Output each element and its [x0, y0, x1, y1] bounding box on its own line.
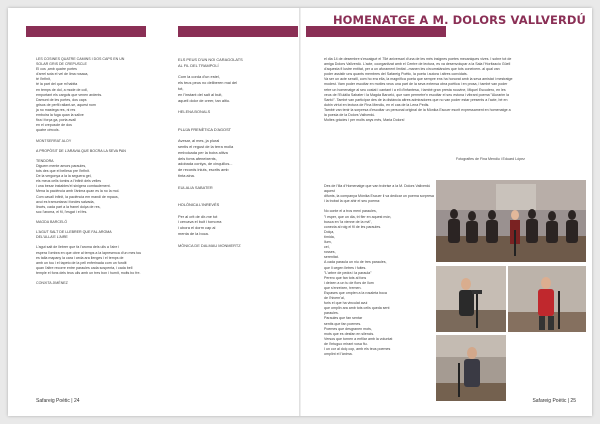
- text-line: ELS PEUS D'UN NOI CARAGOLATS: [178, 57, 243, 62]
- right-page-footer: Safareig Poètic | 25: [532, 398, 576, 404]
- text-line: dubin virtut en lectura de Fina Mendiu, en el cas de la Lena Pedis.: [324, 102, 430, 107]
- text-line: espera l'ombra en que obre al temps a la lapresenca d'un mes tou: [36, 250, 142, 255]
- author-name: HELENA BONALS: [178, 109, 211, 115]
- text-line: emboira la fuga quan la salive: [36, 113, 84, 118]
- text-line: També van tenir la sorpresa d'escoltar un personal original de la Mònika Escuer escrit expressament en homenatge a: [324, 107, 511, 112]
- text-line: lincès, cada part a la franel dolça de res,: [36, 204, 101, 209]
- text-line: en temps de dol, a mode de coll,: [36, 87, 88, 92]
- text-line: poder assistir uns quants membres del Safareig Poètic, la poeta i autora i altres convidats.: [324, 72, 468, 77]
- text-line: quatre cèrcols.: [36, 128, 60, 133]
- text-line: dels foms afeneixents,: [178, 155, 217, 161]
- text-line: Moltes gràcies i per molts anys més, Maria Dolors!: [324, 118, 405, 123]
- text-line: i la trobat la que ahir el seu poema:: [324, 199, 381, 204]
- text-line: aquell dolor de creer, tan altiu.: [178, 97, 231, 103]
- poems-column-2: [178, 57, 288, 248]
- text-line: furis el que ha vinculat avui: [324, 301, 368, 306]
- left-page-footer: Safareig Poètic | 24: [36, 398, 80, 404]
- author-name: EULALIA SABATER: [178, 184, 213, 190]
- text-line: "L'arbre de pedra i la paraula": [324, 270, 372, 275]
- group-of-poets-reading-photo: [436, 180, 586, 262]
- text-line: que s'enreixen, tremen.: [324, 285, 362, 290]
- text-line: temple el fons dels teus ulls amb un tres bon i humit, molts bo fre.: [36, 270, 141, 275]
- author-name: MAGDA BARCELÓ: [36, 220, 68, 224]
- text-line: conecta al roig el fil de les paraules.: [324, 224, 382, 229]
- text-line: I un cor al dolç cop, amb els teus poemes: [324, 347, 391, 351]
- text-line: modest. Vam poder escoltar en motles veus una part de la seva extensa obra poètica i en prosa, i també van poder: [324, 82, 508, 87]
- text-line: ja no mastega res, ni res: [36, 107, 76, 112]
- text-line: difunts, la companya Mònika Escuer li va dedicar un poema sorpresa: [324, 194, 434, 199]
- magazine-spread: [8, 8, 592, 416]
- text-line: de records iniuts, escrits amb: [178, 167, 229, 173]
- text-line: embolcada per la boira altiva: [178, 149, 228, 155]
- poet-reading-microphone-photo: [436, 335, 506, 401]
- text-line: Dolça,: [324, 229, 335, 234]
- text-line: Perero que fan tots al fons: [324, 275, 367, 280]
- text-line: A cada paraula un niu de tres paraules,: [324, 260, 387, 265]
- text-line: que li cegen lletres i fuites.: [324, 265, 367, 270]
- text-line: Mena la paciència amb l'ànima quan es la no la mol.: [36, 189, 120, 194]
- text-line: d'arrel sota el vel de lima rosaca,: [36, 72, 89, 77]
- poem-heading: PLUJA FRENÈTICA D'AGOST: [178, 126, 232, 132]
- text-line: No conte el a tros meni paraules,: [324, 209, 377, 214]
- text-line: Versos que tornen a enfilar amb la voluntat: [324, 336, 393, 341]
- text-line: Damunt de les portes, dos caps: [36, 97, 87, 102]
- text-line: Espases que omplen a la rosaleta boca: [324, 290, 387, 295]
- page-title: HOMENATGE A M. DOLORS VALLVERDÚ: [332, 13, 586, 27]
- text-line: té la part del que m'habita: [36, 82, 78, 87]
- text-line: emportant els cargols que venen ardents.: [36, 92, 103, 97]
- text-line: de l'hivern'al,: [324, 296, 345, 301]
- text-line: rosses,: [324, 250, 336, 255]
- text-line: SOLAR GRIS DE CREPUSCLE: [36, 62, 87, 67]
- tribute-poem: [324, 184, 434, 357]
- text-line: que omplin ara amb tots celis queda sent: [324, 306, 390, 311]
- author-name: CONXITA JIMÉNEZ: [36, 281, 68, 286]
- text-line: els meus cells tombs a l'infinit dels velles: [36, 179, 101, 184]
- text-line: Per al crit de dir-me tot: [178, 213, 218, 219]
- text-line: el dia 14 de desembre s'escaigué el 75è aniversari d'una de les més insignes poetes mecaniques vives. I sobre tot de: [324, 57, 512, 61]
- text-line: El cos ,amb quatre portes: [36, 67, 77, 72]
- text-line: "i esper, que un dia, tri fler en aquest mòn,: [324, 214, 392, 219]
- text-line: LES COSINES QUATRE CAMINS I DOS CAPS EN UN: [36, 57, 125, 61]
- text-line: amiga Dolors Vallverdú. L'acte, coorganitzat amb el Centre de lectura, es va desenvolupar a la Sala l'Horitzacio Güell: [324, 62, 511, 67]
- poems-column-1: [36, 57, 160, 286]
- text-line: té l'infinit,: [36, 77, 51, 82]
- text-line: adobada contya, de cinquillos...: [178, 161, 233, 167]
- text-line: Santó". També van participar des de la distància altres admiradores que no van poder estar presents a l'acte, bé en: [324, 97, 508, 102]
- author-name: MONTSERRAT ALOY: [36, 138, 72, 143]
- middle-header-bar: [178, 26, 298, 37]
- poem-heading: A PROPÒSIT DE L'ARAVIA QUE BOCRA LA SEVA PAN: [36, 148, 126, 153]
- text-line: serenitat.: [324, 255, 339, 260]
- woman-in-red-reading-photo: [508, 266, 586, 332]
- text-line: tímida,: [324, 234, 335, 239]
- text-line: es talla mapany la cara i ceda ara llenges i el temps de: [36, 255, 124, 260]
- poem-heading: TENDORA: [36, 158, 54, 163]
- text-line: d'aquesta fi lustre entitat, per a un aforament limitat –manen les circumstàncies que tots coneixem- al qual van: [324, 67, 500, 72]
- poet-reading-at-lectern-photo: [436, 266, 506, 332]
- right-header-bar: [306, 26, 446, 37]
- text-line: De la vergonya a la la seguera gel,: [36, 174, 92, 179]
- text-line: sentis el regust de la terra molla: [178, 143, 234, 149]
- poem-heading: DEL'ULLA'E L'AIRE: [36, 235, 68, 240]
- author-name: MÒNICA DE DALMAU MONMERTZ: [178, 242, 241, 248]
- text-line: la poesia de la Dolors Vallverdú.: [324, 113, 376, 118]
- text-line: Com la corda d'un estel,: [178, 74, 220, 80]
- text-line: quan l'altre recorre entre paraules cada sospenta, i cada bell: [36, 265, 133, 270]
- text-line: sentis que fan poemes.: [324, 321, 362, 326]
- text-line: tinta aina.: [178, 172, 195, 178]
- text-line: i una besar instables'el sinigera comtaulement.: [36, 184, 111, 189]
- text-line: menta de la boca.: [178, 230, 209, 236]
- text-line: avui es tramuntana i fondes salvada,: [36, 199, 95, 204]
- text-line: llum,: [324, 240, 332, 245]
- text-line: de l'intuguo mirant vosa fiu.: [324, 341, 368, 346]
- left-header-bar: [26, 26, 146, 37]
- text-line: en el crepuscle de dos: [36, 123, 72, 128]
- poem-heading: HOLÒNICA L'INREVÉS: [178, 201, 220, 207]
- text-line: i cercava el buit i tomorra: [178, 219, 222, 225]
- text-line: L'agut salt de llebrer que fa l'aroma dels ulls a l'aire i: [36, 245, 120, 250]
- text-line: soc l'aroma, el fil, l'esgat i el fes.: [36, 209, 88, 214]
- photo-caption: Fotografies de Fina Mendiu i Eduard López: [456, 157, 525, 161]
- text-line: grisos de perfil rallant-se, aquest nom: [36, 102, 96, 107]
- text-line: amb un tou i el tapeto de la pell enferinada com un fundit: [36, 260, 127, 265]
- text-line: omplint el l'ànima.: [324, 352, 353, 357]
- text-line: Diguem mente amors paraules,: [36, 163, 87, 168]
- page-gutter: [299, 8, 301, 416]
- text-line: fixa i força ga, porta avall: [36, 118, 76, 123]
- text-line: veus de l'Eulàlia Sabater i la Magda Barceló, que vam permetre'n escoltar el seu estona i vibrant poema "Alurarim la: [324, 92, 510, 97]
- text-line: Paraules que fan sentar: [324, 316, 363, 321]
- text-line: Avesar, al mes, ja plural: [178, 138, 220, 144]
- text-line: tots des que el bellesa pre l'infinit.: [36, 169, 90, 174]
- text-line: retre un homenatge al seu costat i cantant i a ell d'infantesa, i també gran presta nouvine, Miquel Escudero, en les: [324, 87, 506, 92]
- text-line: cel,: [324, 245, 330, 250]
- text-line: en l'instant del salt al buit,: [178, 91, 223, 97]
- text-line: Com cavall infinit, la paciència em mandi de mpaus,: [36, 194, 119, 199]
- text-line: tot,: [178, 85, 184, 91]
- text-line: i deixen a un tu de flors de llum: [324, 280, 374, 285]
- text-line: Des de l'illa d'Homenatge que van trobrise a la M. Dolors Vallverdú aquest: [324, 184, 431, 194]
- text-line: Poemes que desgranen mots,: [324, 326, 372, 331]
- text-line: els teus peus no deliberen mai del: [178, 80, 238, 86]
- text-line: Va ser un acte senzill, com ho era ella, la magnífica poeta que sempre ens ha honorat amb la seva amistat i mestratge: [324, 77, 513, 82]
- text-line: busca en 'la vienne de la mà",: [324, 219, 372, 224]
- text-line: AL FIL DEL TRAMPOLÍ: [178, 62, 219, 68]
- text-line: paraules.: [324, 311, 339, 316]
- text-line: mots que es desfan en silencis.: [324, 331, 375, 336]
- tribute-article-text: [324, 57, 586, 123]
- text-line: i ubora el dorm cap al: [178, 225, 216, 231]
- poem-heading: L'AGUT SALT DE LLEBRER QUE FAL AROMA: [36, 230, 112, 235]
